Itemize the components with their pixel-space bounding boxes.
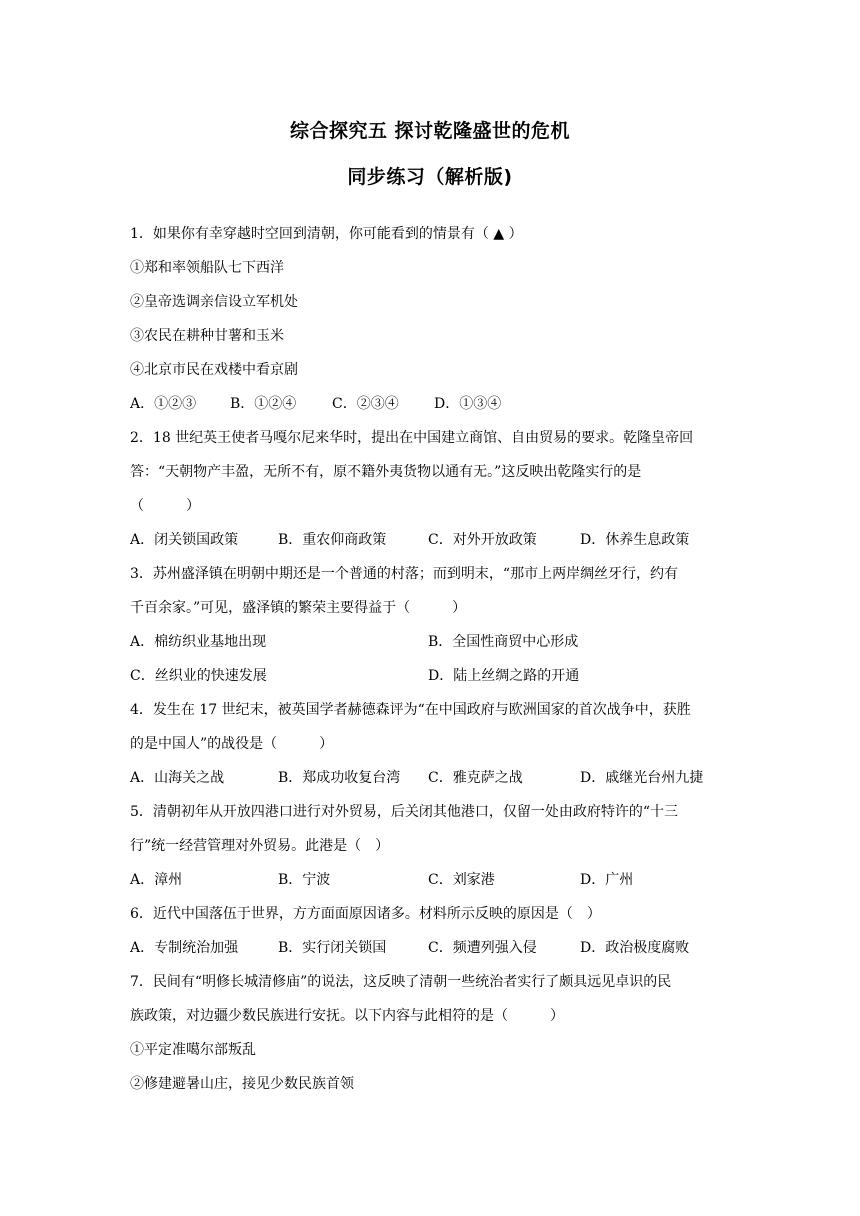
option-b: B．实行闭关锁国: [278, 940, 387, 956]
option-c: C．刘家港: [428, 872, 495, 888]
option-d: D．休养生息政策: [580, 532, 690, 548]
question-2-stem-line: 2．18 世纪英王使者马嘎尔尼来华时，提出在中国建立商馆、自由贸易的要求。乾隆皇帝回: [130, 430, 694, 446]
page-title: 综合探究五 探讨乾隆盛世的危机: [289, 120, 571, 142]
page-subtitle: 同步练习（解析版): [347, 166, 513, 188]
option-b: B．全国性商贸中心形成: [428, 634, 579, 650]
option-b: B．重农仰商政策: [278, 532, 387, 548]
question-6-options: [130, 936, 732, 970]
question-4-stem-line: 的是中国人”的战役是（ ）: [130, 736, 334, 752]
question-4-stem-line: 4．发生在 17 世纪末，被英国学者赫德森评为“在中国政府与欧洲国家的首次战争中，获胜: [130, 702, 691, 718]
question-3-stem-line: 千百余家。”可见，盛泽镇的繁荣主要得益于（ ）: [130, 600, 467, 616]
option-a: A．①②③: [130, 396, 197, 412]
option-a: A．专制统治加强: [130, 940, 239, 956]
option-a: A．山海关之战: [130, 770, 225, 786]
option-d: D．戚继光台州九捷: [580, 770, 704, 786]
option-c: C．对外开放政策: [428, 532, 537, 548]
option-c: C．频遭列强入侵: [428, 940, 537, 956]
option-b: B．宁波: [278, 872, 331, 888]
question-3-options-row1: [130, 630, 732, 664]
question-1-options: [130, 392, 732, 426]
option-a: A．漳州: [130, 872, 183, 888]
question-5-stem-line: 行”统一经营管理对外贸易。此港是（ ）: [130, 838, 390, 854]
option-a: A．棉纺织业基地出现: [130, 634, 267, 650]
question-2-stem-line: （ ）: [130, 498, 200, 514]
question-7-item: ②修建避暑山庄，接见少数民族首领: [130, 1076, 354, 1092]
question-1-item: ③农民在耕种甘薯和玉米: [130, 328, 284, 344]
question-1-item: ④北京市民在戏楼中看京剧: [130, 362, 298, 378]
option-d: D．广州: [580, 872, 634, 888]
question-1-item: ②皇帝选调亲信设立军机处: [130, 294, 298, 310]
option-c: C．丝织业的快速发展: [130, 668, 267, 684]
option-c: C．雅克萨之战: [428, 770, 523, 786]
option-c: C．②③④: [332, 396, 399, 412]
question-5-stem-line: 5．清朝初年从开放四港口进行对外贸易，后关闭其他港口，仅留一处由政府特许的“十三: [130, 804, 679, 820]
option-d: D．陆上丝绸之路的开通: [428, 668, 580, 684]
question-7-item: ①平定准噶尔部叛乱: [130, 1042, 256, 1058]
question-2-stem-line: 答：“天朝物产丰盈，无所不有，原不籍外夷货物以通有无。”这反映出乾隆实行的是: [130, 464, 642, 480]
question-4-options: [130, 766, 732, 800]
option-b: B．①②④: [230, 396, 297, 412]
option-d: D．政治极度腐败: [580, 940, 690, 956]
question-list: [130, 222, 732, 1106]
question-1-stem: 1．如果你有幸穿越时空回到清朝，你可能看到的情景有（ ▲ ）: [130, 226, 523, 242]
question-3-stem-line: 3．苏州盛泽镇在明朝中期还是一个普通的村落；而到明末，“那市上两岸绸丝牙行，约有: [130, 566, 679, 582]
question-3-options-row2: [130, 664, 732, 698]
option-a: A．闭关锁国政策: [130, 532, 239, 548]
question-6-stem: 6．近代中国落伍于世界，方方面面原因诸多。材料所示反映的原因是（ ）: [130, 906, 601, 922]
question-7-stem-line: 7．民间有“明修长城清修庙”的说法，这反映了清朝一些统治者实行了颇具远见卓识的民: [130, 974, 672, 990]
question-5-options: [130, 868, 732, 902]
question-2-options: [130, 528, 732, 562]
option-d: D．①③④: [434, 396, 502, 412]
question-7-stem-line: 族政策，对边疆少数民族进行安抚。以下内容与此相符的是（ ）: [130, 1008, 564, 1024]
question-1-item: ①郑和率领船队七下西洋: [130, 260, 284, 276]
option-b: B．郑成功收复台湾: [278, 770, 401, 786]
